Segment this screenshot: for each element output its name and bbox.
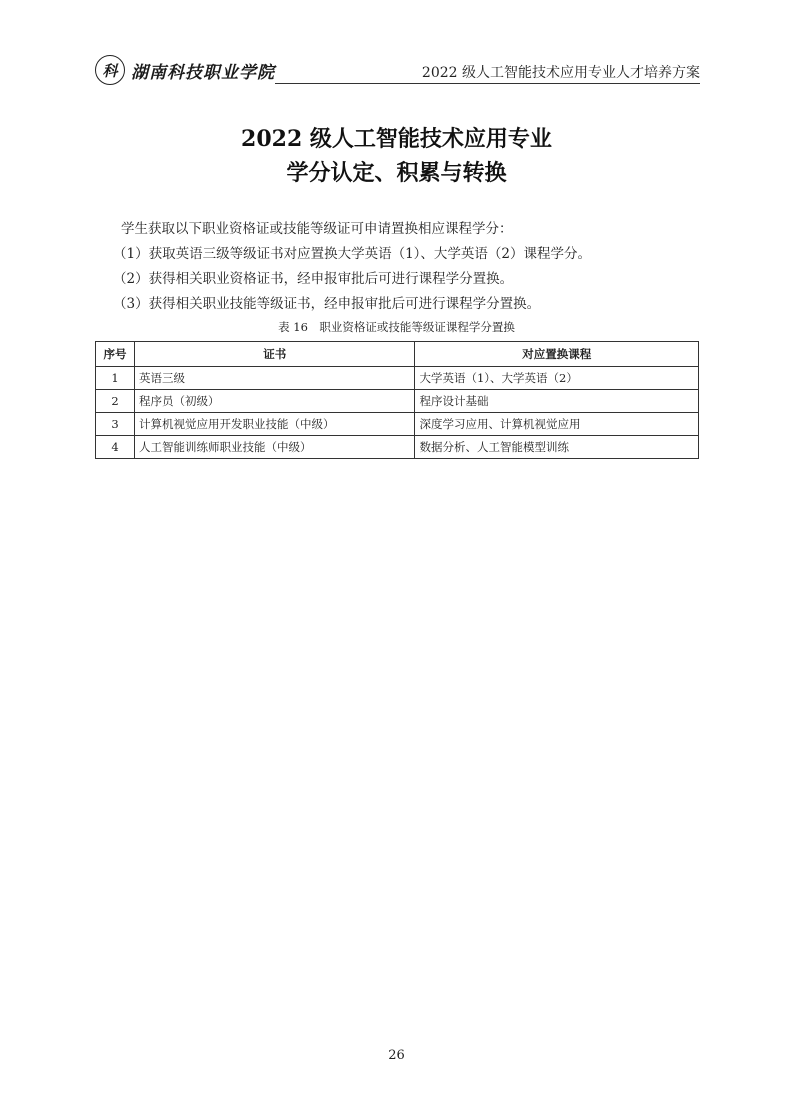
cell-course: 数据分析、人工智能模型训练 (415, 436, 699, 459)
school-emblem-glyph: 科 (102, 61, 118, 80)
cell-certificate: 计算机视觉应用开发职业技能（中级） (134, 413, 415, 436)
page-title-line1: 2022 级人工智能技术应用专业 (241, 126, 552, 152)
cell-certificate: 程序员（初级） (134, 390, 415, 413)
intro-paragraph: 学生获取以下职业资格证或技能等级证可申请置换相应课程学分： (121, 221, 513, 237)
list-item-2: （2）获得相关职业资格证书，经申报审批后可进行课程学分置换。 (113, 271, 514, 287)
table-row (96, 367, 699, 390)
cell-no: 3 (96, 413, 135, 436)
list-item-1: （1）获取英语三级等级证书对应置换大学英语（1）、大学英语（2）课程学分。 (113, 246, 592, 262)
table-row (96, 436, 699, 459)
table-row (96, 390, 699, 413)
list-item-3: （3）获得相关职业技能等级证书，经申报审批后可进行课程学分置换。 (113, 296, 541, 312)
table-header-row (96, 342, 699, 367)
cell-course: 程序设计基础 (415, 390, 699, 413)
column-header-no: 序号 (96, 342, 135, 367)
cell-no: 2 (96, 390, 135, 413)
cell-no: 1 (96, 367, 135, 390)
credit-conversion-table (95, 341, 699, 459)
header-doc-title: 2022 级人工智能技术应用专业人才培养方案 (421, 65, 700, 81)
page-header (95, 54, 700, 86)
header-divider (275, 83, 700, 84)
page-number: 26 (388, 1048, 405, 1063)
cell-certificate: 英语三级 (134, 367, 415, 390)
column-header-certificate: 证书 (134, 342, 415, 367)
school-name: 湖南科技职业学院 (131, 62, 275, 83)
page-title-line2: 学分认定、积累与转换 (286, 160, 507, 186)
cell-course: 大学英语（1）、大学英语（2） (415, 367, 699, 390)
school-emblem-icon (95, 55, 125, 85)
cell-course: 深度学习应用、计算机视觉应用 (415, 413, 699, 436)
table-row (96, 413, 699, 436)
school-logo (95, 54, 275, 86)
table-caption: 表 16 职业资格证或技能等级证课程学分置换 (278, 320, 515, 334)
cell-no: 4 (96, 436, 135, 459)
cell-certificate: 人工智能训练师职业技能（中级） (134, 436, 415, 459)
column-header-course: 对应置换课程 (415, 342, 699, 367)
